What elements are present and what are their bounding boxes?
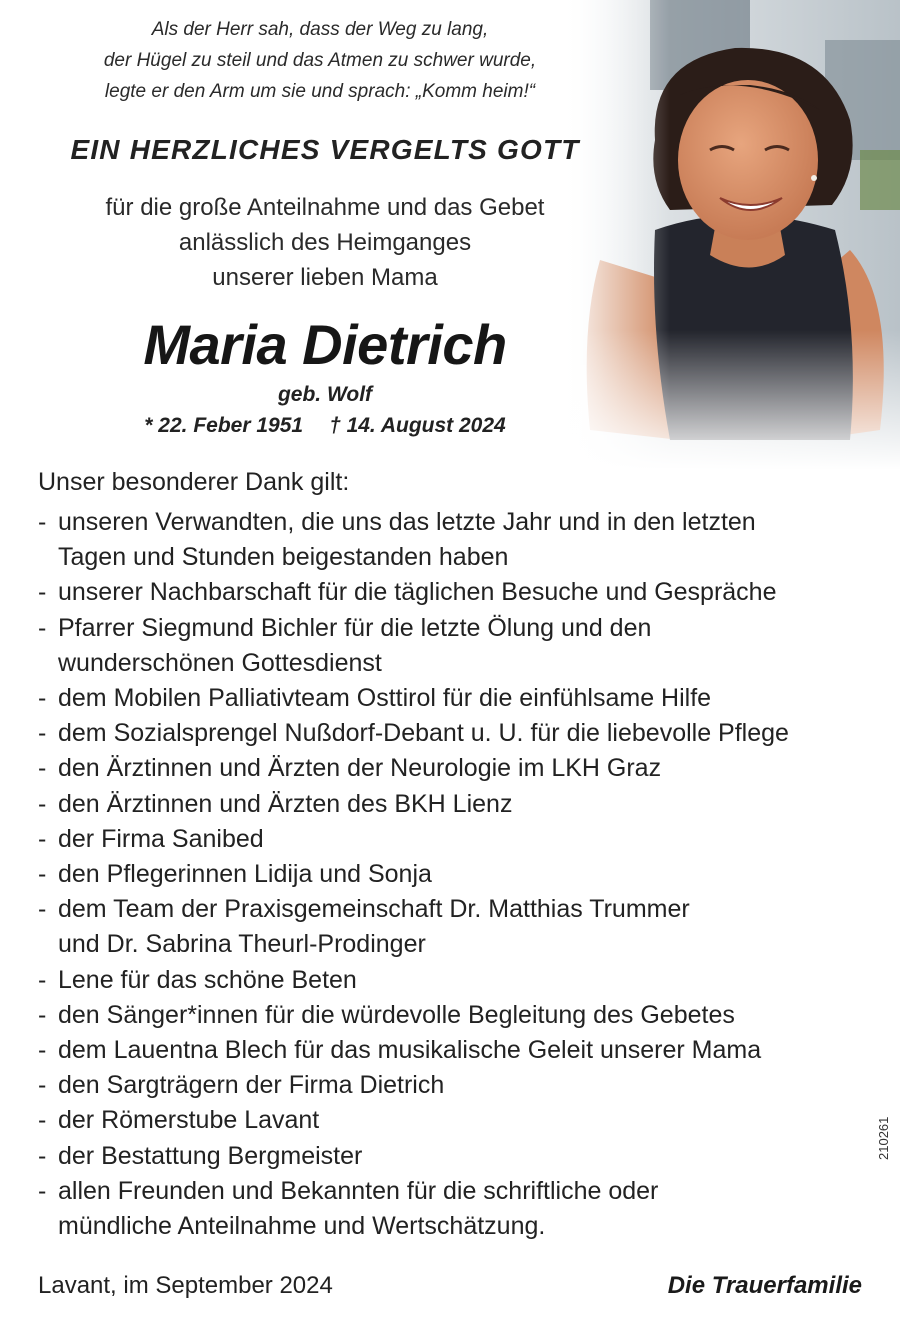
portrait-photo bbox=[560, 0, 900, 470]
thanks-list bbox=[38, 505, 878, 1244]
list-item bbox=[38, 611, 878, 681]
list-item bbox=[38, 963, 878, 998]
list-item-text: unseren Verwandten, die uns das letzte Jahr und in den letzten bbox=[58, 508, 756, 536]
bullet-dash: - bbox=[38, 719, 47, 748]
list-item-text: Lene für das schöne Beten bbox=[58, 965, 357, 994]
headline: EIN HERZLICHES VERGELTS GOTT bbox=[70, 134, 580, 165]
list-item-text: mündliche Anteilnahme und Wertschätzung. bbox=[58, 1212, 546, 1241]
list-item bbox=[38, 1068, 878, 1103]
bullet-dash: - bbox=[38, 1000, 47, 1029]
death-date: † 14. August 2024 bbox=[329, 414, 506, 437]
bullet-dash: - bbox=[38, 895, 47, 924]
verse-line: legte er den Arm um sie und sprach: „Komm heim!“ bbox=[104, 81, 536, 102]
list-item bbox=[38, 1033, 878, 1068]
bullet-dash: - bbox=[38, 824, 47, 853]
list-item bbox=[38, 751, 878, 786]
list-item-text: dem Team der Praxisgemeinschaft Dr. Matthias Trummer bbox=[58, 895, 690, 924]
list-item bbox=[38, 681, 878, 716]
bullet-dash: - bbox=[38, 1141, 47, 1170]
list-item-text: der Römerstube Lavant bbox=[58, 1106, 320, 1135]
list-item-text: allen Freunden und Bekannten für die schriftliche oder bbox=[58, 1176, 659, 1205]
list-item-text: Pfarrer Siegmund Bichler für die letzte Ölung und den bbox=[58, 613, 652, 642]
list-item bbox=[38, 892, 878, 962]
list-item-text: den Ärztinnen und Ärzten der Neurologie im LKH Graz bbox=[58, 754, 662, 783]
list-item-text: Tagen und Stunden beigestanden haben bbox=[58, 543, 509, 572]
list-item bbox=[38, 787, 878, 822]
list-item-text: den Sargträgern der Firma Dietrich bbox=[58, 1071, 445, 1100]
birth-name: geb. Wolf bbox=[277, 383, 373, 406]
list-item-text: der Bestattung Bergmeister bbox=[58, 1141, 363, 1170]
intro-line: anlässlich des Heimganges bbox=[178, 229, 472, 256]
verse-line: Als der Herr sah, dass der Weg zu lang, bbox=[151, 19, 489, 40]
life-dates bbox=[40, 414, 610, 438]
list-item-text: den Ärztinnen und Ärzten des BKH Lienz bbox=[58, 789, 513, 818]
list-item bbox=[38, 575, 878, 610]
list-item bbox=[38, 1174, 878, 1244]
signature: Die Trauerfamilie bbox=[667, 1272, 862, 1299]
list-item bbox=[38, 1139, 878, 1174]
bullet-dash: - bbox=[38, 789, 47, 818]
place-date: Lavant, im September 2024 bbox=[38, 1272, 333, 1299]
list-item-text: wunderschönen Gottesdienst bbox=[58, 648, 382, 677]
bullet-dash: - bbox=[38, 860, 47, 889]
list-item bbox=[38, 857, 878, 892]
list-item-text: dem Lauentna Blech für das musikalische Geleit unserer Mama bbox=[58, 1036, 762, 1065]
bullet-dash: - bbox=[38, 1106, 47, 1135]
thanks-heading: Unser besonderer Dank gilt: bbox=[38, 468, 350, 496]
bullet-dash: - bbox=[38, 578, 47, 607]
list-item bbox=[38, 822, 878, 857]
list-item-text: und Dr. Sabrina Theurl-Prodinger bbox=[58, 930, 426, 959]
bullet-dash: - bbox=[38, 684, 47, 713]
ad-code: 210261 bbox=[876, 1116, 891, 1160]
bullet-dash: - bbox=[38, 1071, 47, 1100]
bullet-dash: - bbox=[38, 1036, 47, 1065]
deceased-name: Maria Dietrich bbox=[143, 313, 507, 376]
birth-date: * 22. Feber 1951 bbox=[144, 414, 304, 437]
bullet-dash: - bbox=[38, 754, 47, 783]
list-item-text: der Firma Sanibed bbox=[58, 824, 264, 853]
intro-line: für die große Anteilnahme und das Gebet bbox=[105, 194, 545, 221]
bullet-dash: - bbox=[38, 508, 47, 536]
list-item bbox=[38, 1103, 878, 1138]
list-item-text: den Pflegerinnen Lidija und Sonja bbox=[58, 860, 432, 889]
bullet-dash: - bbox=[38, 613, 47, 642]
bullet-dash: - bbox=[38, 965, 47, 994]
verse-line: der Hügel zu steil und das Atmen zu schwer wurde, bbox=[103, 50, 537, 71]
list-item-text: unserer Nachbarschaft für die täglichen Besuche und Gespräche bbox=[58, 578, 777, 607]
list-item bbox=[38, 505, 878, 575]
intro-text bbox=[40, 190, 610, 295]
list-item bbox=[38, 716, 878, 751]
list-item-text: dem Sozialsprengel Nußdorf-Debant u. U. für die liebevolle Pflege bbox=[58, 719, 789, 748]
list-item-text: dem Mobilen Palliativteam Osttirol für die einfühlsame Hilfe bbox=[58, 684, 712, 713]
bullet-dash: - bbox=[38, 1176, 47, 1205]
list-item-text: den Sänger*innen für die würdevolle Begleitung des Gebetes bbox=[58, 1000, 735, 1029]
list-item bbox=[38, 998, 878, 1033]
intro-line: unserer lieben Mama bbox=[212, 264, 438, 291]
verse bbox=[40, 14, 600, 107]
